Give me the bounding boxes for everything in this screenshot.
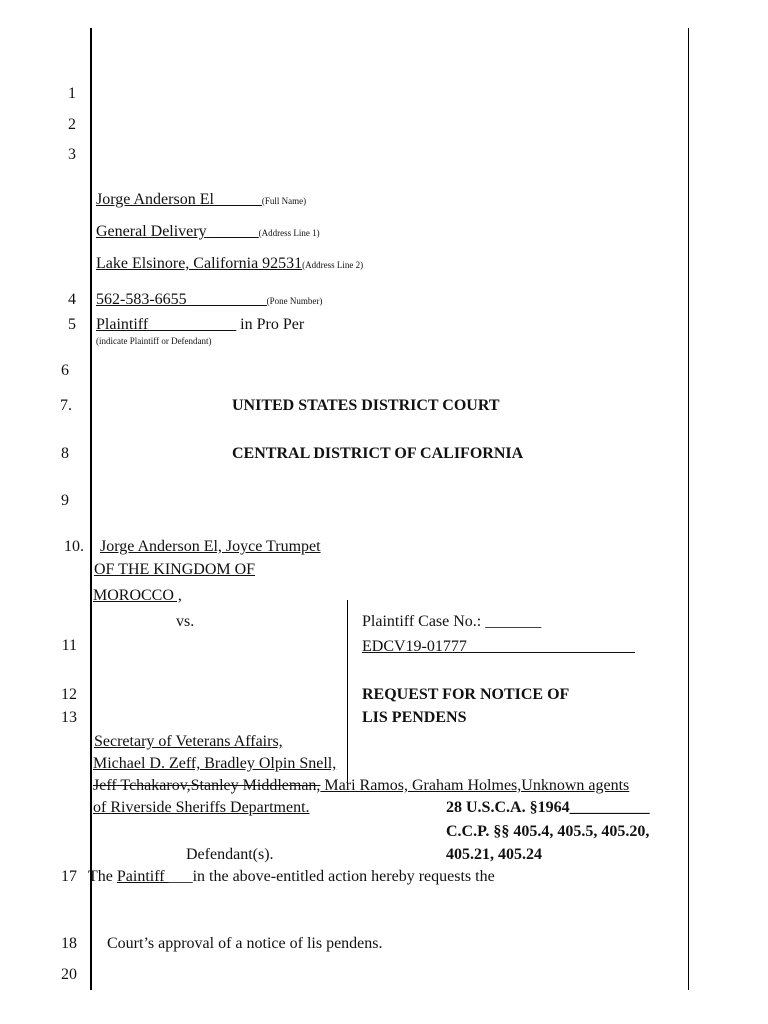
caption-divider <box>347 600 348 785</box>
case-number: EDCV19-01777_____________________ <box>362 638 635 655</box>
line-number: 2 <box>68 116 76 133</box>
plaintiffs-line-1: Jorge Anderson El, Joyce Trumpet <box>100 538 321 555</box>
line-number: 17 <box>61 868 77 885</box>
defendants-line-2: Michael D. Zeff, Bradley Olpin Snell, <box>93 755 337 772</box>
right-margin-rule <box>688 28 689 990</box>
defendants-label: Defendant(s). <box>186 846 274 863</box>
address-2-hint: (Address Line 2) <box>302 260 364 270</box>
line-number: 6 <box>61 362 69 379</box>
phone-hint: (Pone Number) <box>266 296 323 306</box>
address-1-value: General Delivery <box>96 223 207 240</box>
party-name-blank: ______ <box>213 191 262 208</box>
statute-line-2: C.C.P. §§ 405.4, 405.5, 405.20, <box>446 823 650 840</box>
party-name: Jorge Anderson El <box>96 191 214 208</box>
body-party-role: Paintiff <box>116 868 169 885</box>
line-number: 10. <box>64 538 84 555</box>
role-value: Plaintiff___________ <box>96 316 237 333</box>
court-district: CENTRAL DISTRICT OF CALIFORNIA <box>232 445 524 462</box>
left-margin-rule <box>90 28 92 990</box>
statute-line-3: 405.21, 405.24 <box>446 846 542 863</box>
plaintiffs-line-3: MOROCCO , <box>93 587 182 604</box>
defendants-names: Mari Ramos, Graham Holmes,Unknown agents <box>320 777 630 794</box>
line-number: 18 <box>61 935 77 952</box>
statute-line-1: 28 U.S.C.A. §1964__________ <box>446 799 650 816</box>
defendants-struck-names: Jeff Tchakarov,Stanley Middleman, <box>93 777 321 794</box>
body-request: ___in the above-entitled action hereby requests the <box>168 868 495 885</box>
line-number: 12 <box>61 686 77 703</box>
body-line-18: Court’s approval of a notice of lis pendens. <box>107 935 383 952</box>
address-1-hint: (Address Line 1) <box>258 228 320 238</box>
body-line-17 <box>88 867 495 887</box>
address-line-2 <box>96 254 363 275</box>
role-hint: (indicate Plaintiff or Defendant) <box>96 336 212 346</box>
party-name-line <box>96 190 306 211</box>
plaintiffs-line-2: OF THE KINGDOM OF <box>94 561 256 578</box>
line-number: 13 <box>61 709 77 726</box>
defendants-line-4: of Riverside Sheriffs Department. <box>93 799 310 816</box>
line-number: 8 <box>61 445 69 462</box>
line-number: 9 <box>61 492 69 509</box>
line-number: 20 <box>61 966 77 983</box>
court-name: UNITED STATES DISTRICT COURT <box>232 397 500 414</box>
case-number-label: Plaintiff Case No.: _______ <box>362 613 542 630</box>
body-the: The <box>88 868 117 885</box>
role-line <box>96 315 304 335</box>
versus: vs. <box>176 613 195 630</box>
phone-value: 562-583-6655__________ <box>96 291 267 308</box>
document-title-line-2: LIS PENDENS <box>362 709 467 726</box>
address-1-blank: ______ <box>206 223 259 240</box>
line-number: 7. <box>60 397 72 414</box>
document-title-line-1: REQUEST FOR NOTICE OF <box>362 686 570 703</box>
address-2-value: Lake Elsinore, California 92531 <box>96 255 303 272</box>
address-line-1 <box>96 222 320 243</box>
phone-line <box>96 290 322 311</box>
defendants-line-3 <box>93 776 629 796</box>
line-number: 3 <box>68 146 76 163</box>
role-suffix: in Pro Per <box>236 316 305 333</box>
party-name-hint: (Full Name) <box>261 196 307 206</box>
line-number: 1 <box>68 85 76 102</box>
line-number: 11 <box>61 637 77 654</box>
line-number: 5 <box>68 316 76 333</box>
line-number: 4 <box>68 291 76 308</box>
defendants-line-1: Secretary of Veterans Affairs, <box>94 733 283 750</box>
